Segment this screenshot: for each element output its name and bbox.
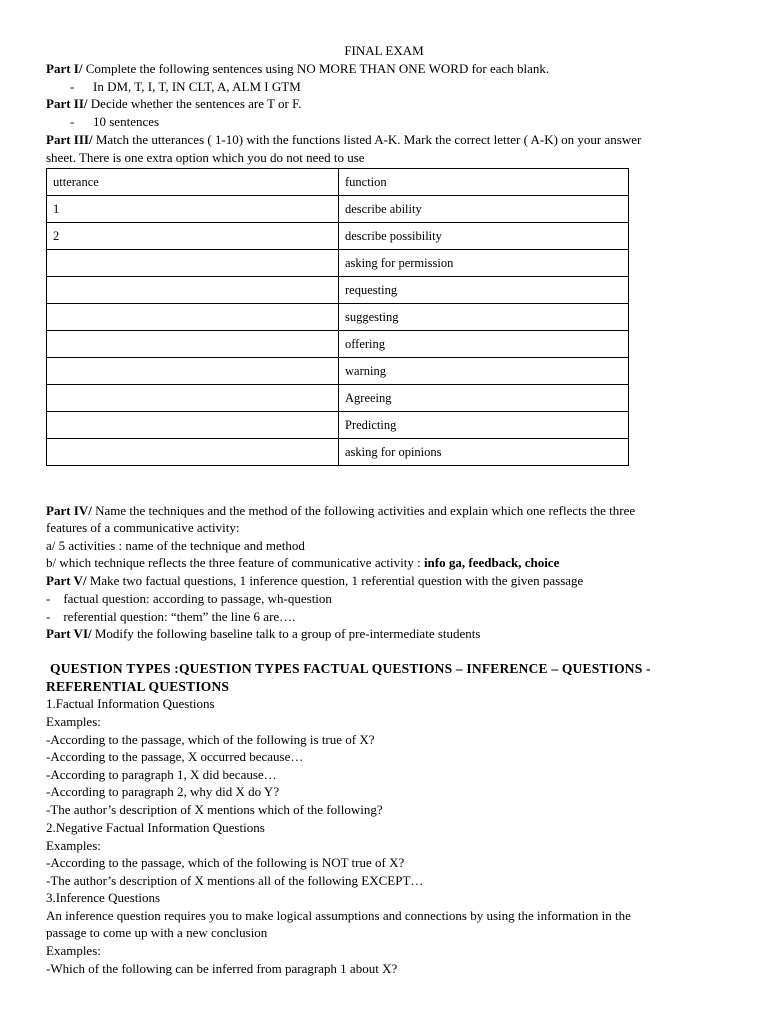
part4-instruction — [46, 502, 635, 519]
qtypes-line: -The author’s description of X mentions which of the following? — [46, 802, 383, 817]
question-types-heading-cont: REFERENTIAL QUESTIONS — [46, 679, 230, 694]
part5-instruction — [46, 572, 583, 589]
table-row — [47, 439, 629, 466]
function-cell: offering — [339, 331, 629, 358]
part5-bullet-factual: - factual question: according to passage, wh-question — [46, 591, 332, 606]
part2-instruction — [46, 95, 302, 112]
part4-instruction-cont: features of a communicative activity: — [46, 520, 240, 535]
part1-instruction — [46, 60, 549, 77]
utterance-cell: 2 — [47, 223, 339, 250]
table-row — [47, 304, 629, 331]
table-row — [47, 277, 629, 304]
part4-item-b — [46, 554, 559, 571]
part5-bullet-referential: - referential question: “them” the line 6 are…. — [46, 609, 296, 624]
part1-label: Part I/ — [46, 61, 83, 76]
utterance-cell — [47, 358, 339, 385]
table-row — [47, 385, 629, 412]
qtypes-line: 2.Negative Factual Information Questions — [46, 820, 265, 835]
utterance-cell — [47, 304, 339, 331]
qtypes-line: Examples: — [46, 943, 101, 958]
part6-instruction — [46, 625, 480, 642]
matching-table — [46, 168, 629, 466]
part3-text: Match the utterances ( 1-10) with the functions listed A-K. Mark the correct letter ( A-K) on your answer — [92, 132, 642, 147]
table-row — [47, 223, 629, 250]
part1-bullet-dash: - — [70, 79, 75, 94]
utterance-cell — [47, 250, 339, 277]
page-title: FINAL EXAM — [344, 43, 424, 58]
part5-text: Make two factual questions, 1 inference question, 1 referential question with the given passage — [86, 573, 584, 588]
qtypes-line: -According to paragraph 1, X did because… — [46, 767, 277, 782]
part3-instruction-cont: sheet. There is one extra option which you do not need to use — [46, 150, 365, 165]
qtypes-line: -According to the passage, which of the following is NOT true of X? — [46, 855, 405, 870]
part1-text: Complete the following sentences using NO MORE THAN ONE WORD for each blank. — [82, 61, 550, 76]
utterance-cell: 1 — [47, 196, 339, 223]
table-row — [47, 250, 629, 277]
function-cell: asking for permission — [339, 250, 629, 277]
question-types-heading: QUESTION TYPES :QUESTION TYPES FACTUAL QUESTIONS – INFERENCE – QUESTIONS - — [50, 661, 651, 676]
part2-label: Part II/ — [46, 96, 88, 111]
part1-bullet: In DM, T, I, T, IN CLT, A, ALM I GTM — [93, 79, 301, 94]
part4-item-a: a/ 5 activities : name of the technique and method — [46, 538, 305, 553]
function-cell: Predicting — [339, 412, 629, 439]
qtypes-line: -According to the passage, which of the following is true of X? — [46, 732, 375, 747]
table-row — [47, 196, 629, 223]
function-cell: requesting — [339, 277, 629, 304]
function-cell: warning — [339, 358, 629, 385]
function-cell: Agreeing — [339, 385, 629, 412]
table-row — [47, 358, 629, 385]
table-header-cell: utterance — [47, 169, 339, 196]
table-header-row — [47, 169, 629, 196]
part6-label: Part VI/ — [46, 626, 92, 641]
part5-label: Part V/ — [46, 573, 87, 588]
part4-label: Part IV/ — [46, 503, 92, 518]
qtypes-line: Examples: — [46, 714, 101, 729]
qtypes-line: -The author’s description of X mentions all of the following EXCEPT… — [46, 873, 424, 888]
part4-text: Name the techniques and the method of the following activities and explain which one reflects the three — [91, 503, 636, 518]
utterance-cell — [47, 439, 339, 466]
utterance-cell — [47, 385, 339, 412]
function-cell: describe possibility — [339, 223, 629, 250]
part3-instruction — [46, 131, 641, 148]
utterance-cell — [47, 412, 339, 439]
qtypes-line: passage to come up with a new conclusion — [46, 925, 268, 940]
qtypes-line: -According to the passage, X occurred because… — [46, 749, 304, 764]
function-cell: suggesting — [339, 304, 629, 331]
part3-label: Part III/ — [46, 132, 93, 147]
part6-text: Modify the following baseline talk to a group of pre-intermediate students — [91, 626, 481, 641]
table-row — [47, 412, 629, 439]
part4-item-b-bold: info ga, feedback, choice — [423, 555, 560, 570]
qtypes-line: Examples: — [46, 838, 101, 853]
qtypes-line: An inference question requires you to make logical assumptions and connections by using the information in the — [46, 908, 631, 923]
part2-bullet: 10 sentences — [93, 114, 160, 129]
part4-item-b-text: b/ which technique reflects the three feature of communicative activity : — [46, 555, 424, 570]
qtypes-line: 3.Inference Questions — [46, 890, 161, 905]
function-cell: asking for opinions — [339, 439, 629, 466]
qtypes-line: -Which of the following can be inferred from paragraph 1 about X? — [46, 961, 398, 976]
utterance-cell — [47, 277, 339, 304]
part2-bullet-dash: - — [70, 114, 75, 129]
function-cell: describe ability — [339, 196, 629, 223]
table-row — [47, 331, 629, 358]
qtypes-line: -According to paragraph 2, why did X do Y? — [46, 784, 280, 799]
part2-text: Decide whether the sentences are T or F. — [87, 96, 302, 111]
table-header-cell: function — [339, 169, 629, 196]
utterance-cell — [47, 331, 339, 358]
qtypes-line: 1.Factual Information Questions — [46, 696, 215, 711]
